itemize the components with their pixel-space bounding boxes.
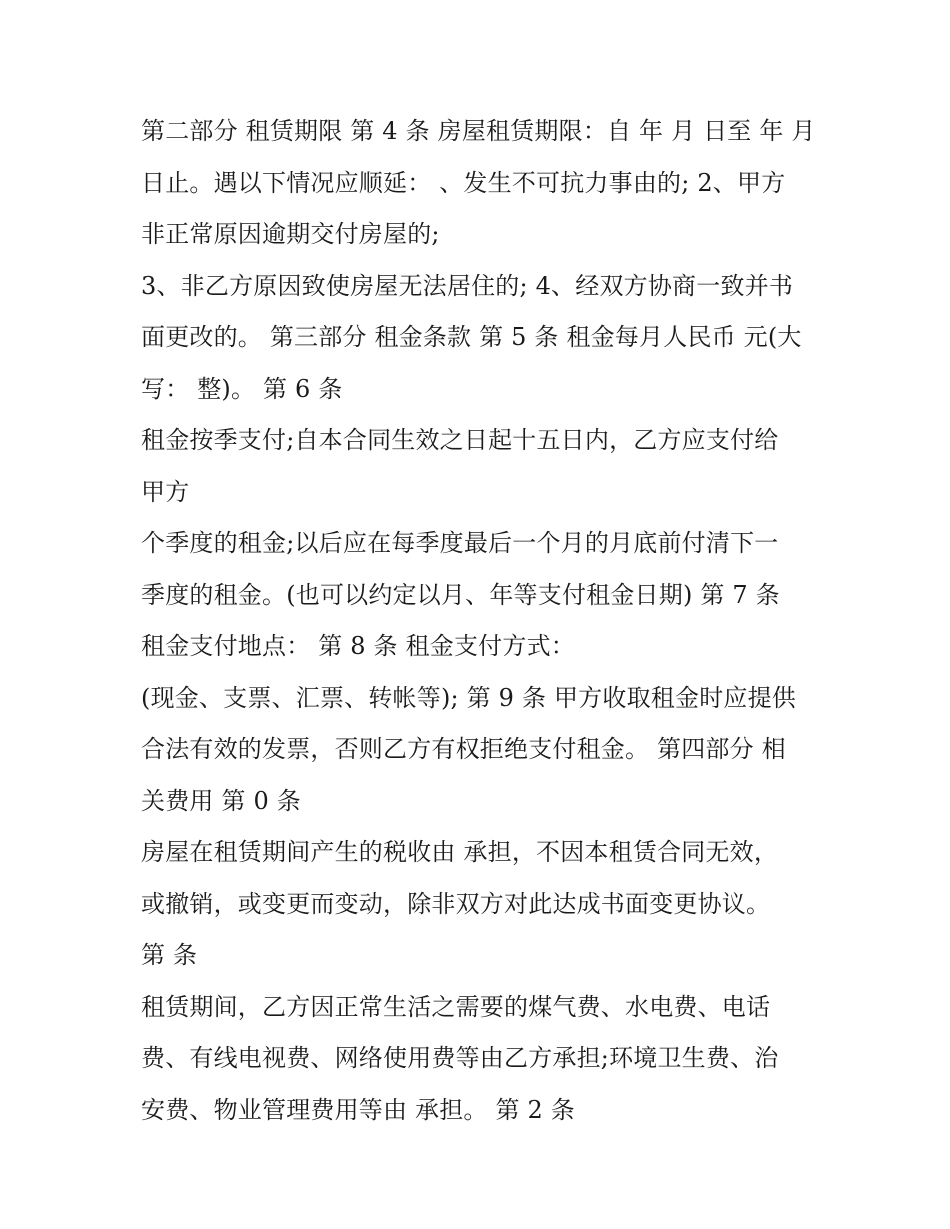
text-line: 关费用 第 0 条	[141, 786, 301, 815]
text-line: 甲方	[141, 477, 190, 506]
text-line: 季度的租金。(也可以约定以月、年等支付租金日期) 第 7 条	[141, 580, 780, 609]
text-line: 3、非乙方原因致使房屋无法居住的; 4、经双方协商一致并书	[141, 271, 794, 300]
text-line: 第 条	[141, 941, 198, 969]
text-line: 第二部分 租赁期限 第 4 条 房屋租赁期限：自 年 月 日至 年 月	[141, 117, 816, 145]
text-line: 日止。遇以下情况应顺延： 、发生不可抗力事由的; 2、甲方	[141, 168, 786, 197]
text-line: 合法有效的发票，否则乙方有权拒绝支付租金。 第四部分 相	[141, 735, 786, 763]
text-line: 或撤销，或变更而变动，除非双方对此达成书面变更协议。	[141, 889, 771, 918]
text-line: 房屋在租赁期间产生的税收由 承担，不因本租赁合同无效，	[141, 838, 779, 866]
text-line: 租赁期间，乙方因正常生活之需要的煤气费、水电费、电话	[141, 992, 771, 1021]
contract-body-text	[141, 106, 821, 1136]
text-line: 个季度的租金;以后应在每季度最后一个月的月底前付清下一	[141, 529, 779, 557]
text-line: 安费、物业管理费用等由 承担。 第 2 条	[141, 1095, 575, 1124]
text-line: 写： 整)。 第 6 条	[141, 374, 343, 403]
text-line: 非正常原因逾期交付房屋的;	[141, 220, 440, 248]
text-line: 租金按季支付;自本合同生效之日起十五日内，乙方应支付给	[141, 426, 779, 454]
text-line: 费、有线电视费、网络使用费等由乙方承担;环境卫生费、治	[141, 1044, 779, 1072]
text-line: 面更改的。 第三部分 租金条款 第 5 条 租金每月人民币 元(大	[141, 323, 802, 351]
text-line: 租金支付地点： 第 8 条 租金支付方式：	[141, 632, 575, 660]
text-line: (现金、支票、汇票、转帐等); 第 9 条 甲方收取租金时应提供	[141, 683, 796, 712]
